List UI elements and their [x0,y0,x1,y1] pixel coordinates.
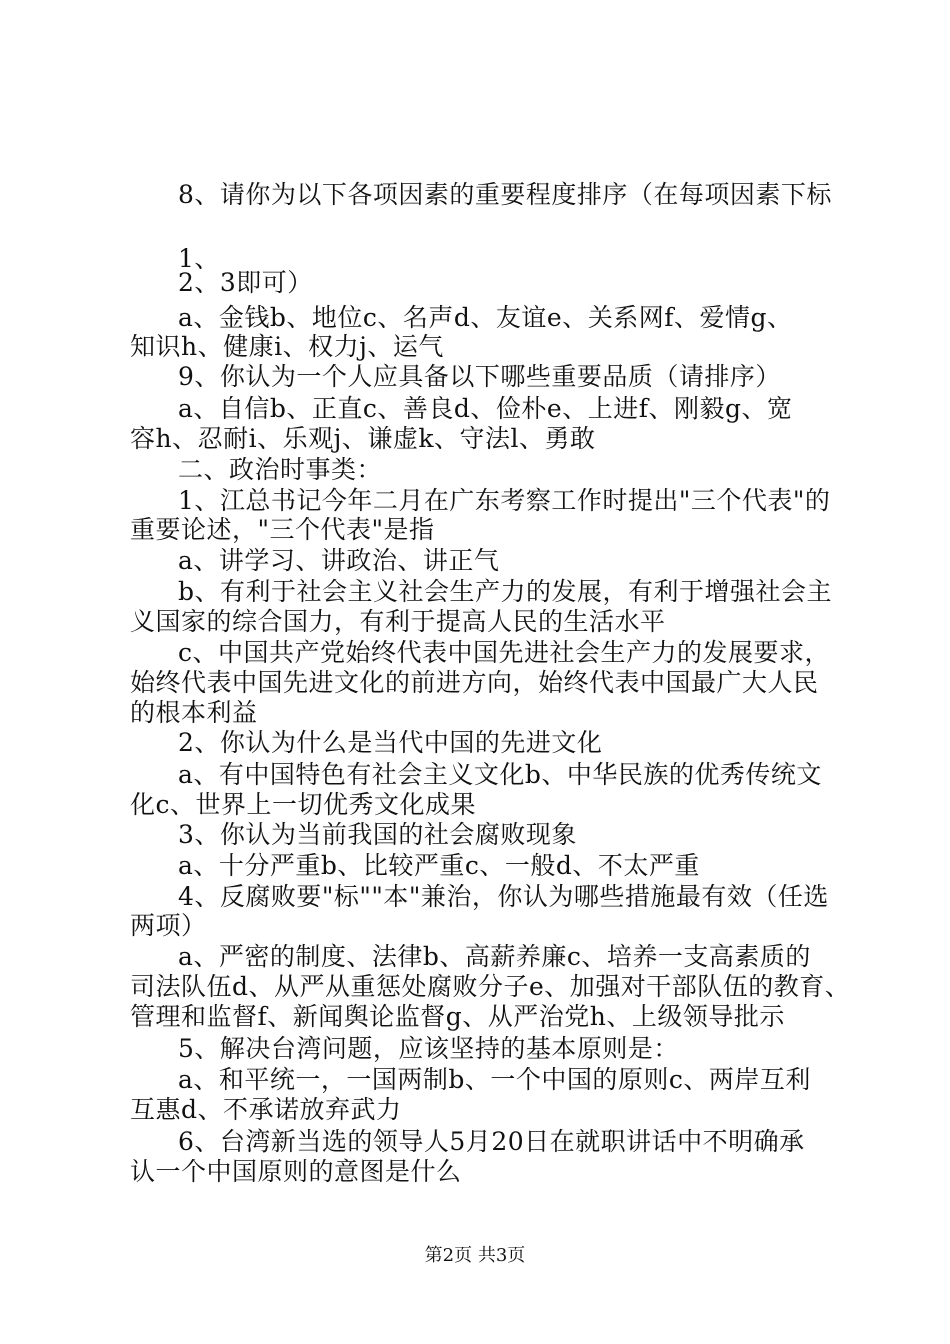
politics-q4-line-1: 4、反腐败要"标""本"兼治，你认为哪些措施最有效（任选 [178,882,829,911]
politics-q6-line-2: 认一个中国原则的意图是什么 [130,1157,462,1186]
politics-q5-options-line-2: 互惠d、不承诺放弃武力 [130,1095,402,1124]
question-8-options-line-1: a、金钱b、地位c、名声d、友谊e、关系网f、爱情g、 [178,303,793,332]
politics-q1-option-c-line-1: c、中国共产党始终代表中国先进社会生产力的发展要求， [178,638,831,667]
politics-q3-line: 3、你认为当前我国的社会腐败现象 [178,820,577,849]
politics-q1-option-c-line-3: 的根本利益 [130,698,258,727]
politics-q1-line-1: 1、江总书记今年二月在广东考察工作时提出"三个代表"的 [178,486,831,515]
politics-q2-options-line-2: 化c、世界上一切优秀文化成果 [130,790,477,819]
politics-q4-options-line-1: a、严密的制度、法律b、高薪养廉c、培养一支高素质的 [178,942,811,971]
question-8-line-2: 1、 [178,244,220,273]
question-8-line-1: 8、请你为以下各项因素的重要程度排序（在每项因素下标 [178,180,832,209]
politics-q1-option-a: a、讲学习、讲政治、讲正气 [178,546,500,575]
politics-q4-line-2: 两项） [130,911,207,940]
question-9-options-line-1: a、自信b、正直c、善良d、俭朴e、上进f、刚毅g、宽 [178,394,793,423]
politics-q1-line-2: 重要论述，"三个代表"是指 [130,515,435,544]
politics-q4-options-line-3: 管理和监督f、新闻舆论监督g、从严治党h、上级领导批示 [130,1002,785,1031]
politics-q5-line: 5、解决台湾问题，应该坚持的基本原则是： [178,1034,679,1063]
politics-q2-line: 2、你认为什么是当代中国的先进文化 [178,728,603,757]
page-number-footer: 第2页 共3页 [424,1245,526,1266]
question-9-options-line-2: 容h、忍耐i、乐观j、谦虚k、守法l、勇敢 [130,424,596,453]
politics-q4-options-line-2: 司法队伍d、从严从重惩处腐败分子e、加强对干部队伍的教育、 [130,972,851,1001]
politics-q1-option-c-line-2: 始终代表中国先进文化的前进方向，始终代表中国最广大人民 [130,668,819,697]
politics-q5-options-line-1: a、和平统一，一国两制b、一个中国的原则c、两岸互利 [178,1065,811,1094]
question-8-line-3: 2、3即可） [178,268,313,297]
politics-q6-line-1: 6、台湾新当选的领导人5月20日在就职讲话中不明确承 [178,1127,805,1156]
politics-q1-option-b-line-2: 义国家的综合国力，有利于提高人民的生活水平 [130,607,666,636]
politics-q2-options-line-1: a、有中国特色有社会主义文化b、中华民族的优秀传统文 [178,760,822,789]
question-8-options-line-2: 知识h、健康i、权力j、运气 [130,332,444,361]
politics-q3-options: a、十分严重b、比较严重c、一般d、不太严重 [178,851,700,880]
question-9-line: 9、你认为一个人应具备以下哪些重要品质（请排序） [178,362,781,391]
section-heading: 二、政治时事类： [178,455,383,484]
politics-q1-option-b-line-1: b、有利于社会主义社会生产力的发展，有利于增强社会主 [178,577,833,606]
